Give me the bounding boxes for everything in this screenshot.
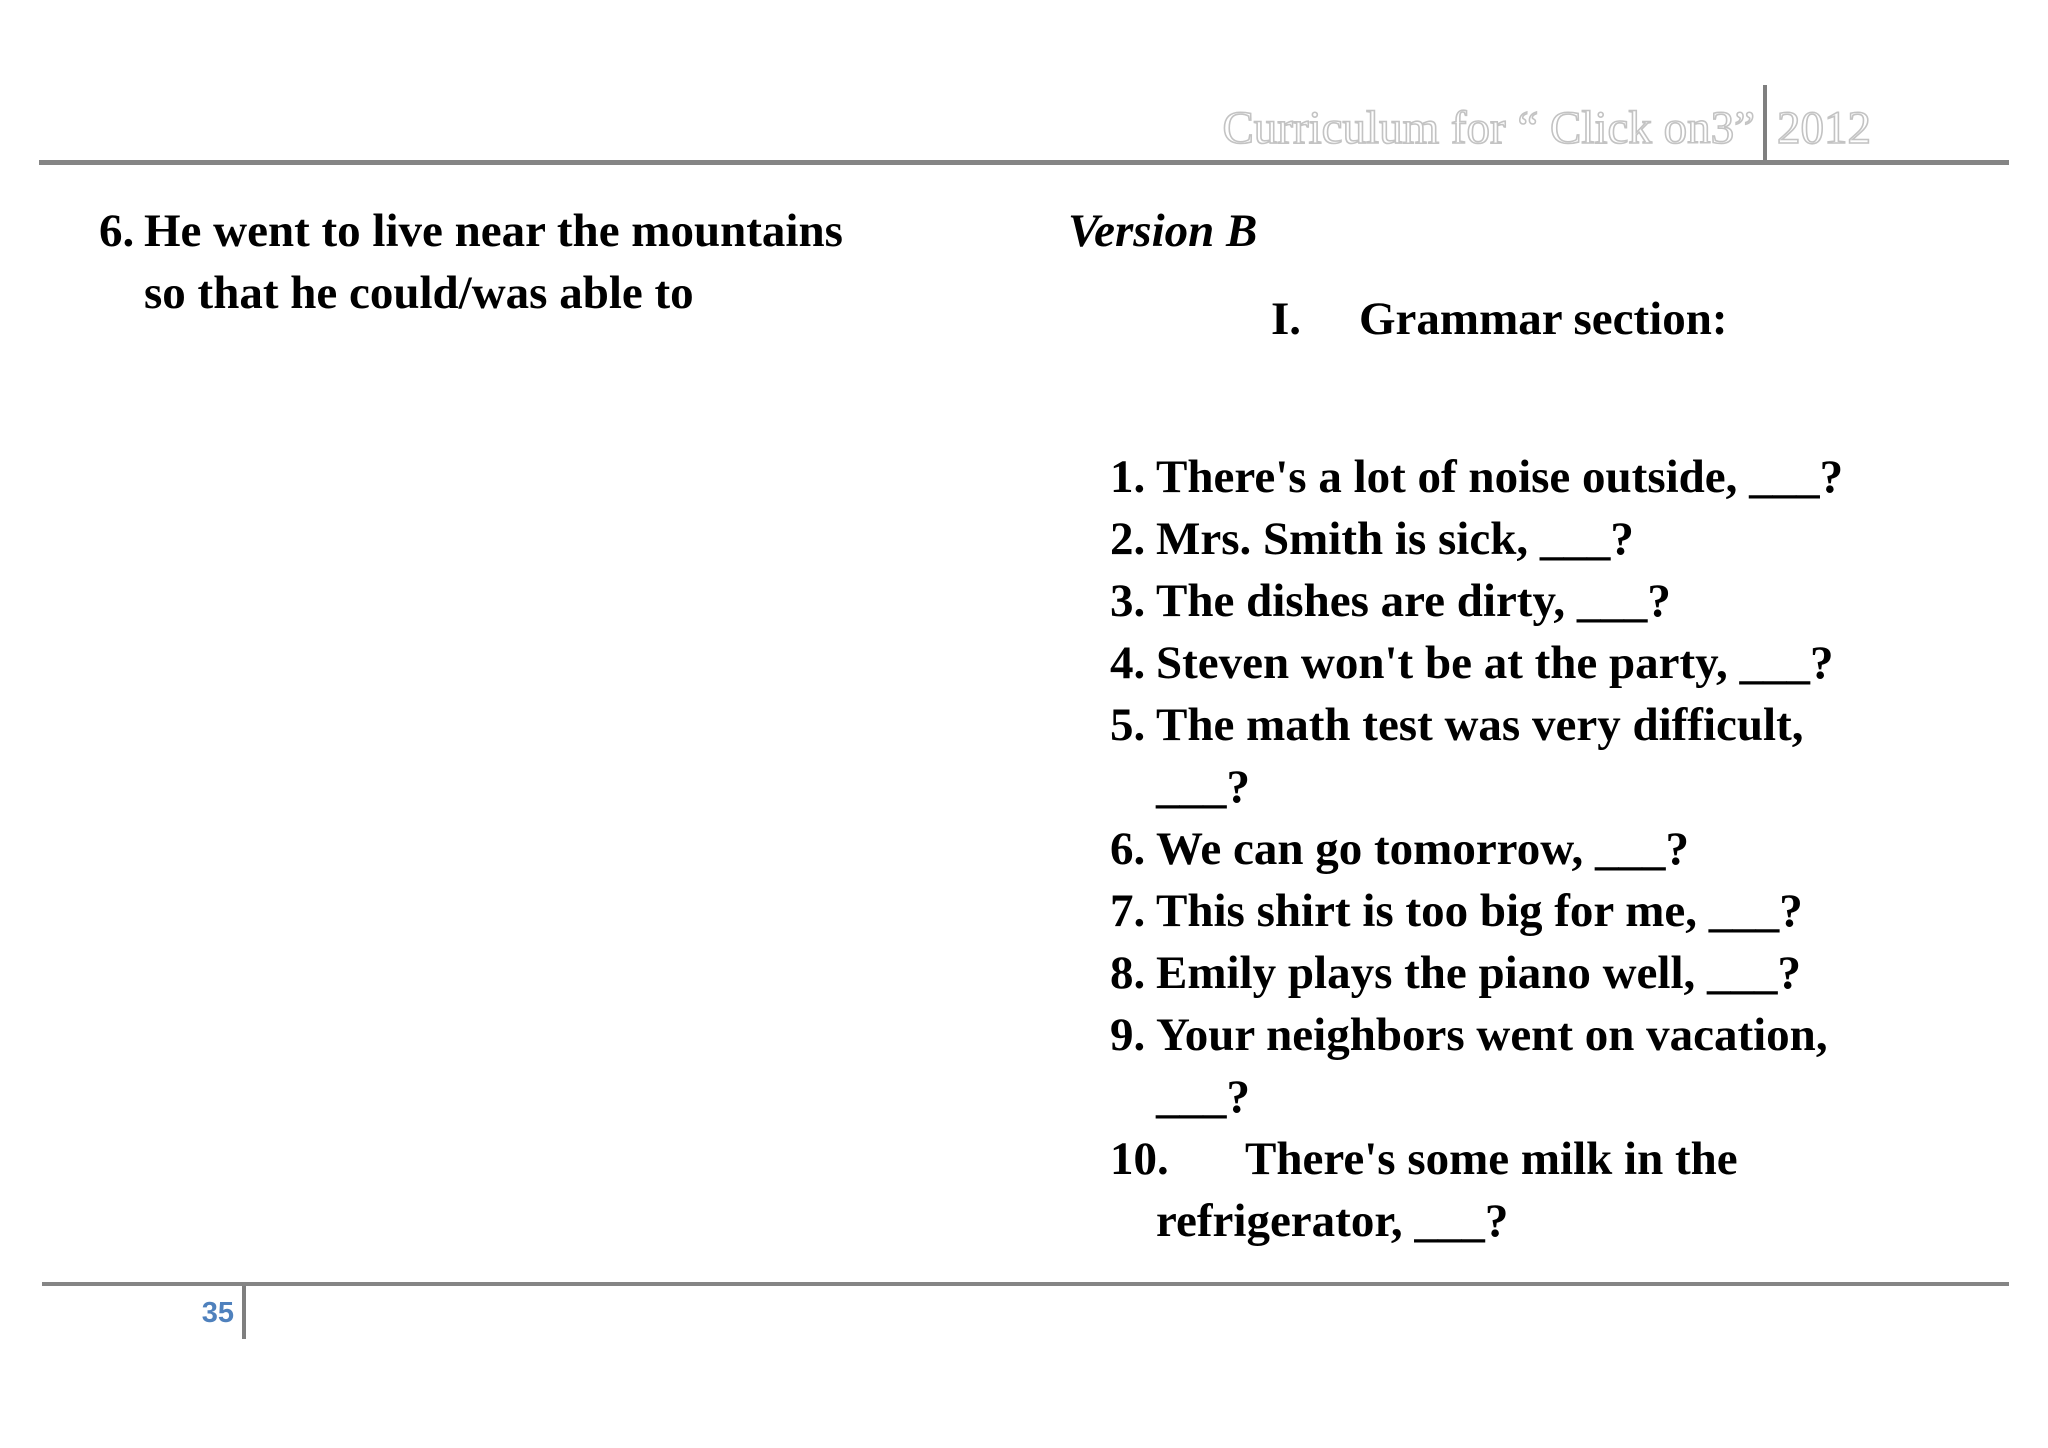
question-text: This shirt is too big for me, ___? bbox=[1156, 885, 1803, 937]
question-item bbox=[1110, 632, 2030, 694]
question-text: There's a lot of noise outside, ___? bbox=[1156, 451, 1844, 503]
question-list bbox=[1110, 446, 2030, 1252]
question-number: 4. bbox=[1110, 637, 1146, 689]
question-item bbox=[1110, 694, 2030, 818]
question-item bbox=[1110, 1004, 2030, 1128]
question-text: Emily plays the piano well, ___? bbox=[1156, 947, 1802, 999]
question-text: The math test was very difficult, bbox=[1156, 699, 1804, 751]
header-separator bbox=[1763, 85, 1767, 164]
section-number: I. bbox=[1271, 293, 1302, 345]
question-number: 1. bbox=[1110, 451, 1146, 503]
question-number: 2. bbox=[1110, 513, 1146, 565]
question-number: 7. bbox=[1110, 885, 1146, 937]
question-number: 9. bbox=[1110, 1009, 1146, 1061]
left-item-line-2 bbox=[99, 262, 999, 324]
question-item bbox=[1110, 1128, 2030, 1252]
question-text: ___? bbox=[1156, 1071, 1250, 1123]
question-item bbox=[1110, 570, 2030, 632]
question-number: 3. bbox=[1110, 575, 1146, 627]
question-text: Steven won't be at the party, ___? bbox=[1156, 637, 1834, 689]
left-item-line-1 bbox=[99, 200, 999, 262]
footer-separator bbox=[242, 1286, 246, 1339]
left-item-number: 6. bbox=[99, 205, 135, 257]
question-number: 6. bbox=[1110, 823, 1146, 875]
running-header-year: 2012 bbox=[1777, 102, 1871, 154]
left-item-text-1: He went to live near the mountains bbox=[144, 205, 843, 257]
question-text: We can go tomorrow, ___? bbox=[1156, 823, 1690, 875]
question-text: Your neighbors went on vacation, bbox=[1156, 1009, 1828, 1061]
question-text: The dishes are dirty, ___? bbox=[1156, 575, 1671, 627]
question-text: There's some milk in the bbox=[1245, 1133, 1738, 1185]
question-number: 8. bbox=[1110, 947, 1146, 999]
section-heading bbox=[1271, 288, 1728, 350]
question-text: Mrs. Smith is sick, ___? bbox=[1156, 513, 1634, 565]
running-header-title: Curriculum for “ Click on3” bbox=[1222, 102, 1755, 154]
footer-rule bbox=[42, 1282, 2009, 1286]
question-text: refrigerator, ___? bbox=[1156, 1195, 1509, 1247]
question-item bbox=[1110, 880, 2030, 942]
question-item bbox=[1110, 508, 2030, 570]
version-heading: Version B bbox=[1068, 205, 1258, 257]
question-number: 10. bbox=[1110, 1133, 1169, 1185]
question-item bbox=[1110, 446, 2030, 508]
header-rule bbox=[39, 160, 2009, 165]
question-item bbox=[1110, 818, 2030, 880]
question-item bbox=[1110, 942, 2030, 1004]
question-text: ___? bbox=[1156, 761, 1250, 813]
section-title: Grammar section: bbox=[1359, 293, 1728, 345]
left-column-item bbox=[99, 200, 999, 324]
page-number: 35 bbox=[201, 1297, 234, 1329]
question-number: 5. bbox=[1110, 699, 1146, 751]
left-item-text-2: so that he could/was able to bbox=[144, 267, 694, 319]
